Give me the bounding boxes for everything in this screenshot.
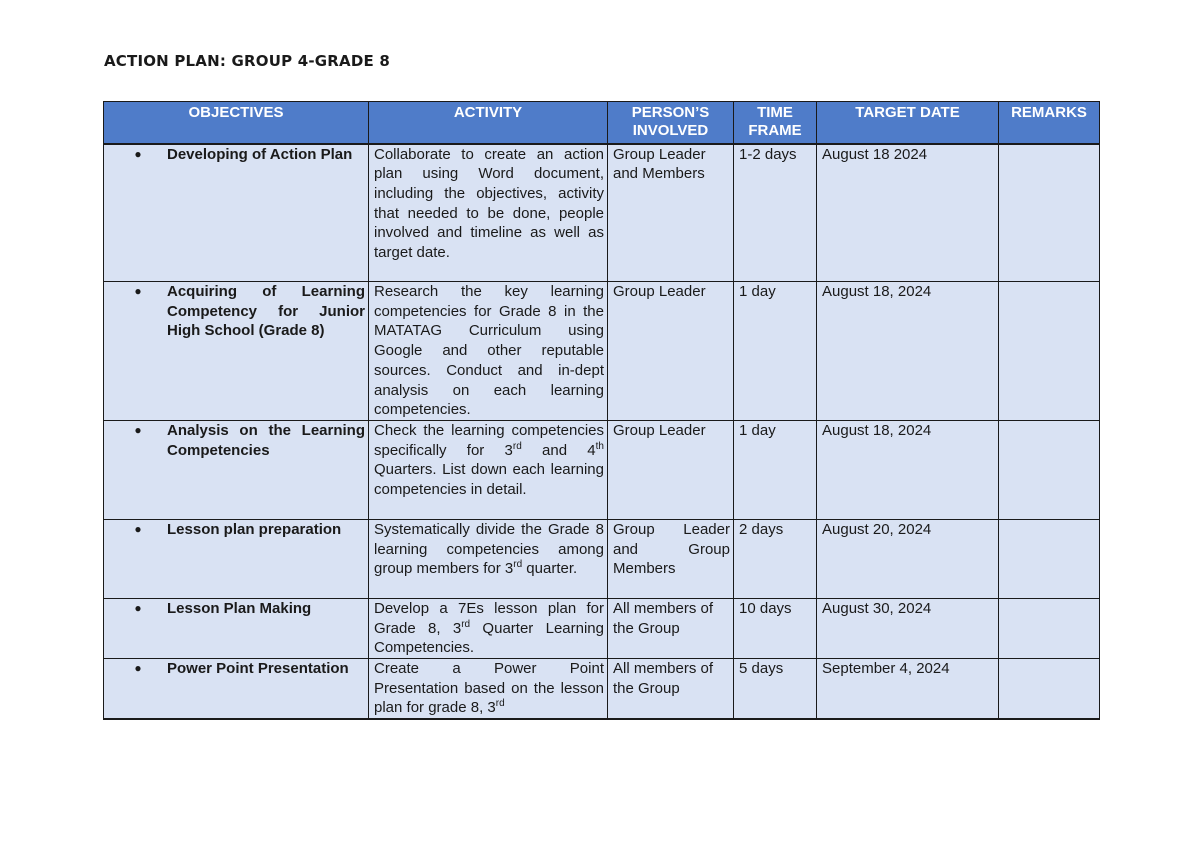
objective-text: Analysis on the Learning Competencies	[167, 421, 365, 459]
objective-cell	[104, 144, 369, 282]
target-date-cell: September 4, 2024	[817, 659, 999, 720]
header-activity: ACTIVITY	[369, 102, 608, 144]
remarks-cell	[999, 598, 1100, 658]
activity-cell: Create a Power Point Presentation based on the lesson plan for grade 8, 3rd	[369, 659, 608, 720]
header-row	[104, 102, 1100, 144]
target-date-cell: August 18, 2024	[817, 282, 999, 421]
table-row	[104, 659, 1100, 720]
objective-cell	[104, 519, 369, 598]
remarks-cell	[999, 519, 1100, 598]
objective-text: Acquiring of Learning Competency for Junior High School (Grade 8)	[167, 283, 365, 340]
header-target-date: TARGET DATE	[817, 102, 999, 144]
time-frame-cell: 2 days	[734, 519, 817, 598]
activity-cell: Research the key learning competencies for Grade 8 in the MATATAG Curriculum using Google and other reputable sources. Conduct and in-dept analysis on each learning competencies.	[369, 282, 608, 421]
table-row	[104, 519, 1100, 598]
table-row	[104, 598, 1100, 658]
remarks-cell	[999, 420, 1100, 519]
time-frame-cell: 1-2 days	[734, 144, 817, 282]
header-objectives: OBJECTIVES	[104, 102, 369, 144]
time-frame-cell: 10 days	[734, 598, 817, 658]
objective-text: Developing of Action Plan	[167, 145, 353, 163]
objective-text: Lesson Plan Making	[167, 599, 312, 617]
bullet-icon: ●	[134, 422, 142, 437]
objective-cell	[104, 659, 369, 720]
table-row	[104, 282, 1100, 421]
activity-cell: Check the learning competencies specifically for 3rd and 4th Quarters. List down each learning competencies in detail.	[369, 420, 608, 519]
persons-cell: All members of the Group	[608, 598, 734, 658]
persons-cell: Group Leader	[608, 282, 734, 421]
persons-cell: All members of the Group	[608, 659, 734, 720]
time-frame-cell: 1 day	[734, 282, 817, 421]
header-time-frame: TIME FRAME	[734, 102, 817, 144]
time-frame-cell: 5 days	[734, 659, 817, 720]
objective-text: Power Point Presentation	[167, 660, 349, 678]
persons-cell: Group Leader	[608, 420, 734, 519]
objective-cell	[104, 598, 369, 658]
objective-cell	[104, 420, 369, 519]
activity-cell: Develop a 7Es lesson plan for Grade 8, 3rd Quarter Learning Competencies.	[369, 598, 608, 658]
target-date-cell: August 20, 2024	[817, 519, 999, 598]
header-persons-involved: PERSON’S INVOLVED	[608, 102, 734, 144]
remarks-cell	[999, 659, 1100, 720]
table-row	[104, 144, 1100, 282]
target-date-cell: August 18 2024	[817, 144, 999, 282]
target-date-cell: August 18, 2024	[817, 420, 999, 519]
activity-cell: Collaborate to create an action plan using Word document, including the objectives, activity that needed to be done, people involved and timeline as well as target date.	[369, 144, 608, 282]
objective-cell	[104, 282, 369, 421]
persons-cell: Group Leader and Members	[608, 144, 734, 282]
bullet-icon: ●	[134, 284, 142, 298]
remarks-cell	[999, 282, 1100, 421]
time-frame-cell: 1 day	[734, 420, 817, 519]
bullet-icon: ●	[134, 146, 142, 161]
target-date-cell: August 30, 2024	[817, 598, 999, 658]
action-plan-table	[103, 101, 1100, 720]
header-remarks: REMARKS	[999, 102, 1100, 144]
table-row	[104, 420, 1100, 519]
objective-text: Lesson plan preparation	[167, 520, 342, 538]
document-title: ACTION PLAN: GROUP 4-GRADE 8	[104, 52, 390, 70]
persons-cell: Group Leader and Group Members	[608, 519, 734, 598]
activity-cell: Systematically divide the Grade 8 learning competencies among group members for 3rd quarter.	[369, 519, 608, 598]
bullet-icon: ●	[134, 521, 142, 536]
bullet-icon: ●	[134, 600, 142, 615]
bullet-icon: ●	[134, 661, 142, 676]
remarks-cell	[999, 144, 1100, 282]
